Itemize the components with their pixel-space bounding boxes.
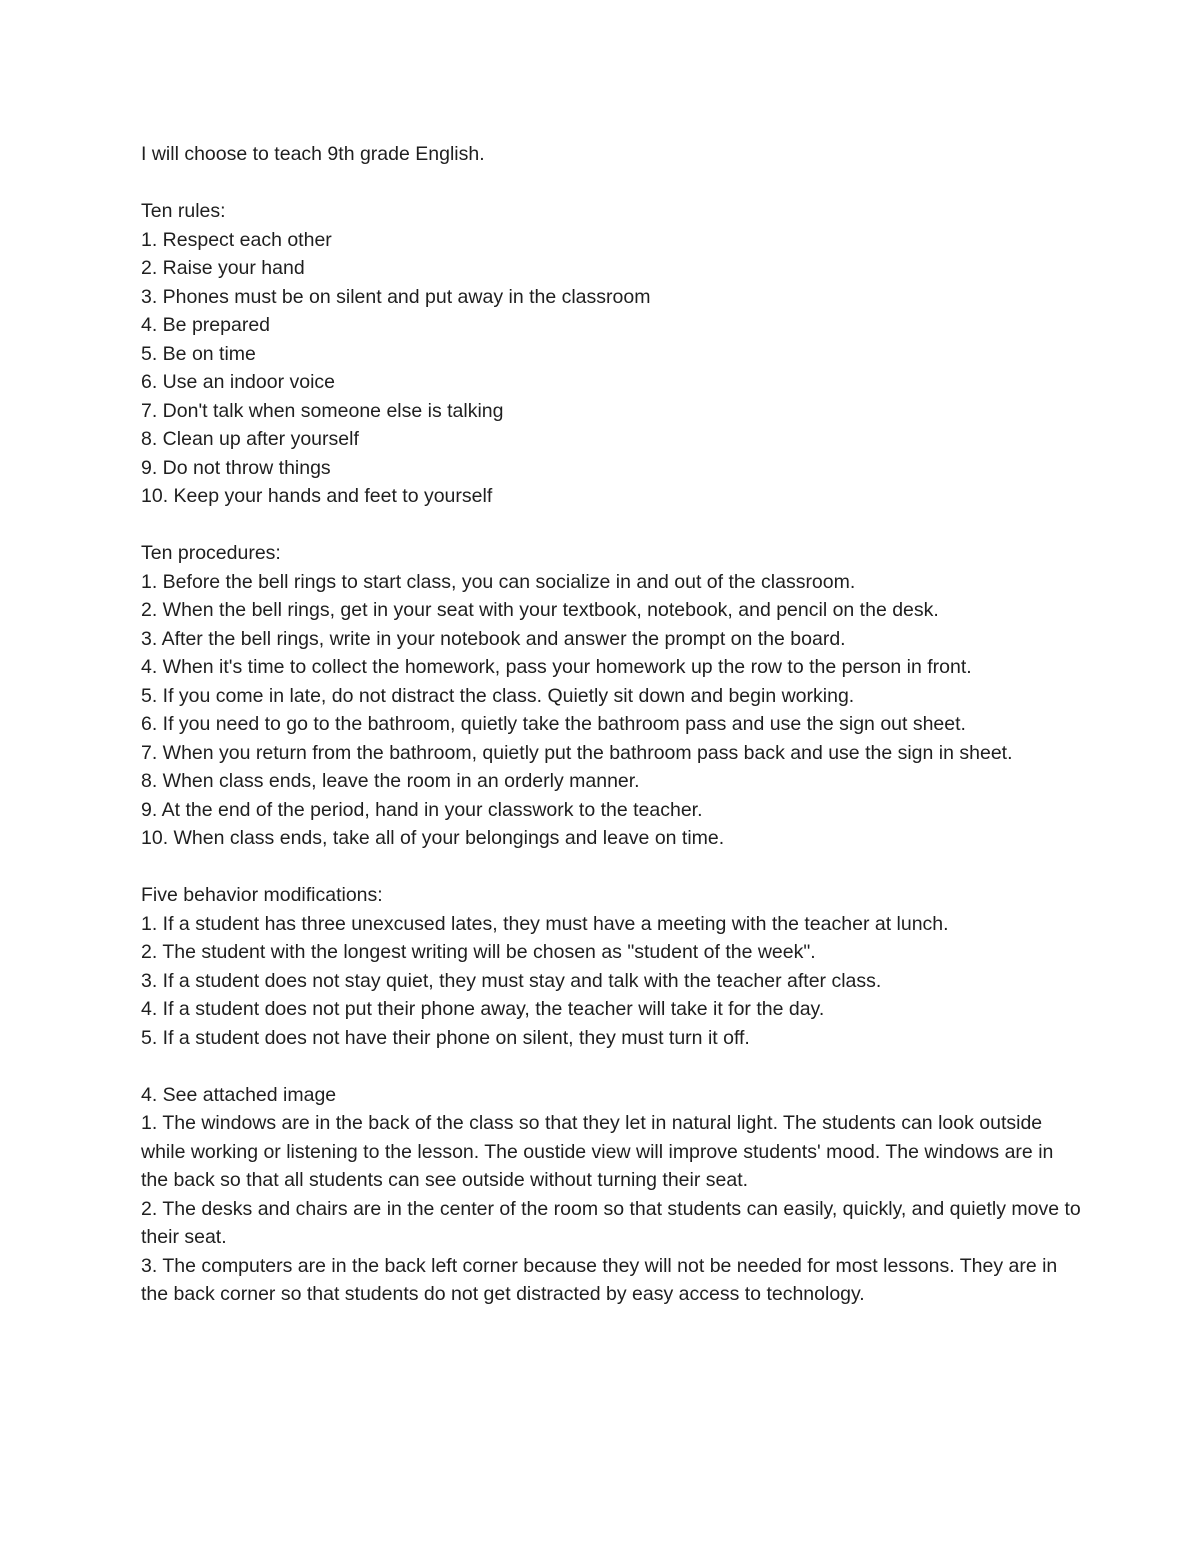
procedure-item: 4. When it's time to collect the homework, pass your homework up the row to the person in front. — [141, 656, 972, 678]
procedure-item: 7. When you return from the bathroom, quietly put the bathroom pass back and use the sign in sheet. — [141, 741, 1013, 764]
layout-item: 2. The desks and chairs are in the center of the room so that students can easily, quickly, and quietly move to their seat. — [141, 1197, 1081, 1248]
procedures-heading: Ten procedures: — [141, 542, 281, 564]
document-page — [141, 140, 1081, 1309]
rule-item: 6. Use an indoor voice — [141, 371, 336, 393]
rule-item: 2. Raise your hand — [141, 257, 305, 279]
rule-item: 4. Be prepared — [141, 314, 271, 336]
rule-item: 7. Don't talk when someone else is talking — [141, 399, 504, 422]
procedure-item: 10. When class ends, take all of your belongings and leave on time. — [141, 827, 725, 849]
rule-item: 8. Clean up after yourself — [141, 428, 359, 450]
spacer — [141, 511, 1081, 540]
rule-item: 1. Respect each other — [141, 228, 332, 251]
behavior-section — [141, 881, 1081, 1052]
layout-item: 3. The computers are in the back left corner because they will not be needed for most lessons. They are in the back corner so that students do not get distracted by easy access to technology. — [141, 1254, 1058, 1305]
rule-item: 10. Keep your hands and feet to yourself — [141, 485, 493, 507]
spacer — [141, 853, 1081, 882]
behavior-item: 1. If a student has three unexcused lates, they must have a meeting with the teacher at lunch. — [141, 912, 949, 935]
procedure-item: 9. At the end of the period, hand in your classwork to the teacher. — [141, 798, 703, 821]
procedure-item: 6. If you need to go to the bathroom, quietly take the bathroom pass and use the sign out sheet. — [141, 713, 966, 735]
procedure-item: 8. When class ends, leave the room in an orderly manner. — [141, 770, 640, 792]
layout-item: 1. The windows are in the back of the class so that they let in natural light. The students can look outside while working or listening to the lesson. The oustide view will improve students' mood. The windows are in the back so that all students can see outside without turning their seat. — [141, 1112, 1054, 1191]
procedure-item: 2. When the bell rings, get in your seat with your textbook, notebook, and pencil on the desk. — [141, 599, 939, 621]
behavior-item: 3. If a student does not stay quiet, they must stay and talk with the teacher after class. — [141, 969, 882, 992]
behavior-item: 4. If a student does not put their phone away, the teacher will take it for the day. — [141, 998, 825, 1020]
spacer — [141, 1052, 1081, 1081]
procedure-item: 5. If you come in late, do not distract the class. Quietly sit down and begin working. — [141, 684, 855, 707]
rule-item: 9. Do not throw things — [141, 456, 331, 479]
rule-item: 5. Be on time — [141, 342, 256, 365]
spacer — [141, 169, 1081, 198]
rule-item: 3. Phones must be on silent and put away in the classroom — [141, 285, 651, 308]
procedures-section — [141, 539, 1081, 853]
layout-heading: 4. See attached image — [141, 1083, 337, 1106]
behavior-item: 5. If a student does not have their phone on silent, they must turn it off. — [141, 1026, 750, 1049]
rules-heading: Ten rules: — [141, 200, 226, 222]
rules-section — [141, 197, 1081, 511]
behavior-item: 2. The student with the longest writing will be chosen as "student of the week". — [141, 941, 816, 963]
intro-text: I will choose to teach 9th grade English. — [141, 143, 485, 165]
procedure-item: 1. Before the bell rings to start class, you can socialize in and out of the classroom. — [141, 570, 856, 593]
behavior-heading: Five behavior modifications: — [141, 884, 383, 906]
layout-section — [141, 1081, 1081, 1309]
procedure-item: 3. After the bell rings, write in your notebook and answer the prompt on the board. — [141, 627, 846, 650]
